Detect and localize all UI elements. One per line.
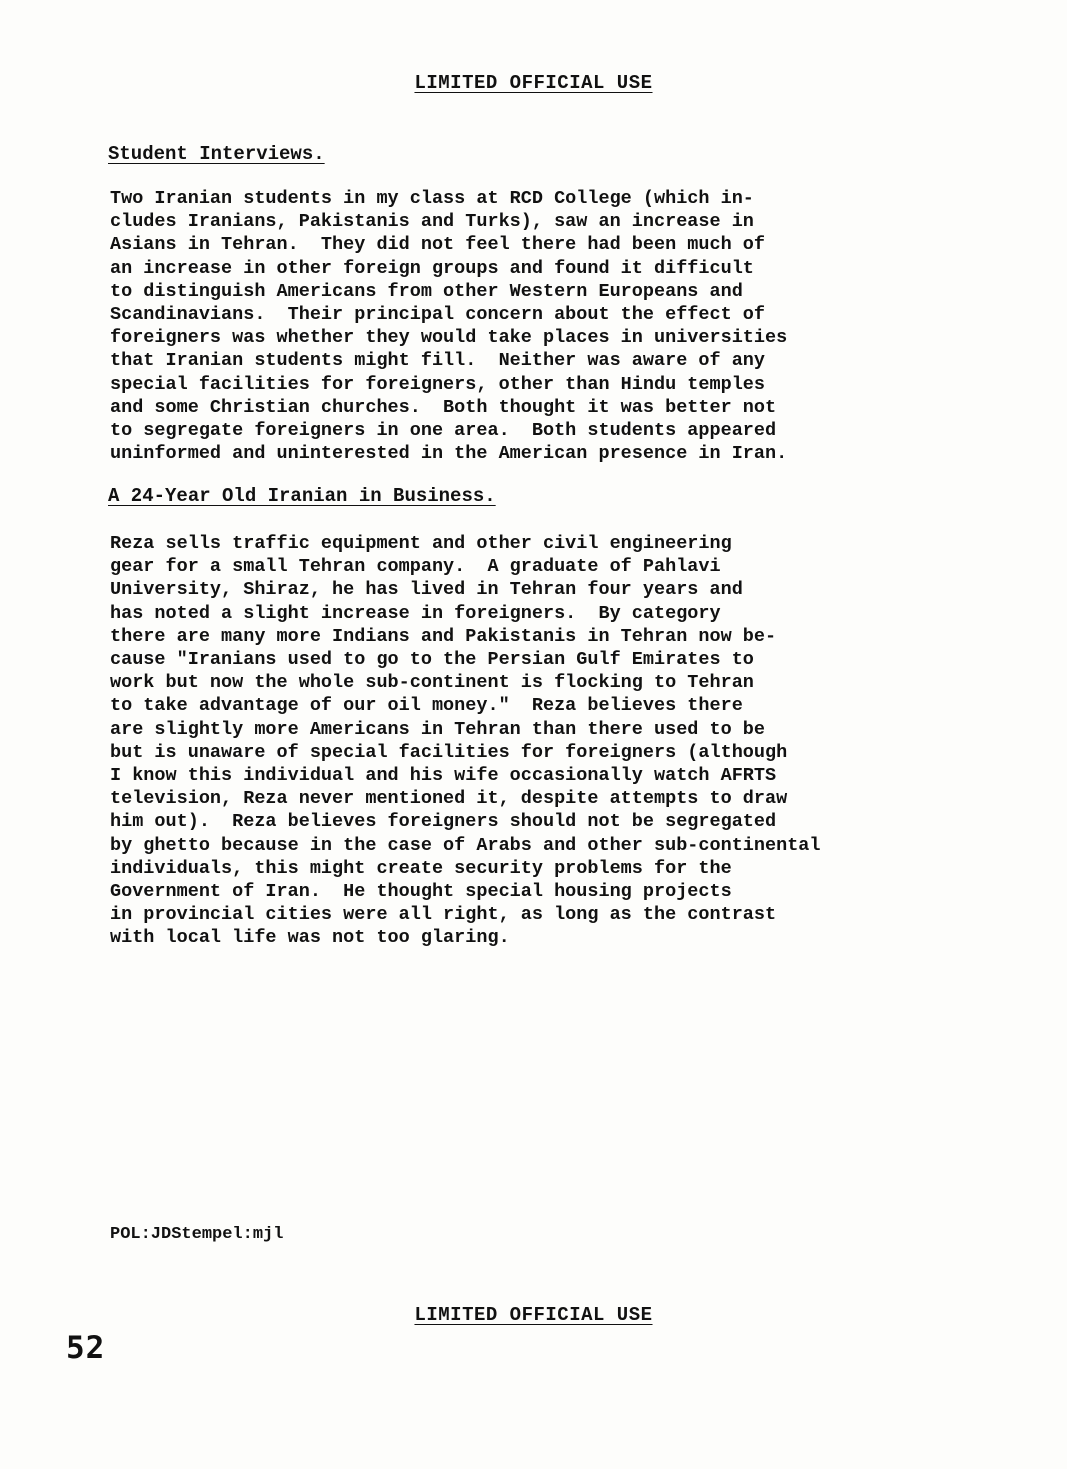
- paragraph-line: Government of Iran. He thought special housing projects: [110, 881, 732, 903]
- paragraph-line: and some Christian churches. Both thought it was better not: [110, 396, 777, 418]
- page-number: 52: [66, 1330, 106, 1366]
- paragraph-line: special facilities for foreigners, other than Hindu temples: [110, 373, 766, 395]
- paragraph-line: University, Shiraz, he has lived in Tehran four years and: [110, 579, 743, 601]
- paragraph-line: with local life was not too glaring.: [110, 927, 510, 949]
- paragraph-line: uninformed and uninterested in the American presence in Iran.: [110, 443, 788, 465]
- paragraph-line: I know this individual and his wife occasionally watch AFRTS: [110, 765, 777, 787]
- bottom-classification-marking: LIMITED OFFICIAL USE: [414, 1304, 653, 1326]
- paragraph-line: in provincial cities were all right, as long as the contrast: [110, 904, 777, 926]
- paragraph-line: to segregate foreigners in one area. Both students appeared: [110, 420, 777, 442]
- section-heading-student-interviews: Student Interviews.: [108, 143, 325, 165]
- paragraph-line: gear for a small Tehran company. A graduate of Pahlavi: [110, 556, 721, 578]
- student-interviews-paragraph: [110, 187, 787, 465]
- paragraph-line: to distinguish Americans from other Western Europeans and: [110, 280, 743, 302]
- paragraph-line: there are many more Indians and Pakistanis in Tehran now be-: [110, 625, 777, 647]
- paragraph-line: an increase in other foreign groups and found it difficult: [110, 257, 754, 279]
- paragraph-line: Reza sells traffic equipment and other civil engineering: [110, 533, 732, 554]
- paragraph-line: by ghetto because in the case of Arabs and other sub-continental: [110, 834, 821, 856]
- paragraph-line: television, Reza never mentioned it, despite attempts to draw: [110, 788, 788, 810]
- paragraph-line: cludes Iranians, Pakistanis and Turks), saw an increase in: [110, 211, 754, 233]
- paragraph-line: but is unaware of special facilities for foreigners (although: [110, 741, 788, 763]
- drafter-reference-line: POL:JDStempel:mjl: [110, 1225, 284, 1244]
- paragraph-line: foreigners was whether they would take places in universities: [110, 327, 788, 349]
- paragraph-line: work but now the whole sub-continent is flocking to Tehran: [110, 672, 754, 694]
- section-heading-iranian-in-business: A 24-Year Old Iranian in Business.: [108, 485, 496, 507]
- paragraph-line: to take advantage of our oil money." Reza believes there: [110, 695, 743, 717]
- paragraph-line: are slightly more Americans in Tehran than there used to be: [110, 718, 766, 740]
- paragraph-line: individuals, this might create security problems for the: [110, 857, 732, 879]
- paragraph-line: cause "Iranians used to go to the Persian Gulf Emirates to: [110, 649, 754, 671]
- paragraph-line: Asians in Tehran. They did not feel there had been much of: [110, 234, 766, 256]
- paragraph-line: Scandinavians. Their principal concern about the effect of: [110, 304, 766, 326]
- paragraph-line: that Iranian students might fill. Neither was aware of any: [110, 350, 766, 372]
- top-classification-marking: LIMITED OFFICIAL USE: [414, 72, 653, 94]
- paragraph-line: Two Iranian students in my class at RCD College (which in-: [110, 188, 754, 209]
- paragraph-line: has noted a slight increase in foreigners. By category: [110, 602, 721, 624]
- iranian-in-business-paragraph: [110, 532, 821, 950]
- paragraph-line: him out). Reza believes foreigners should not be segregated: [110, 811, 777, 833]
